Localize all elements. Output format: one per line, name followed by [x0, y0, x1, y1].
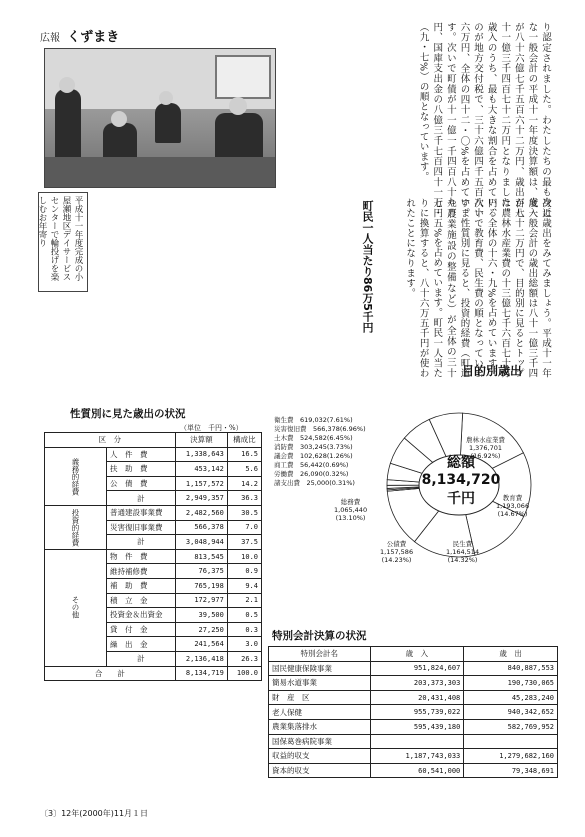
photo [44, 48, 276, 188]
table-group-cell: 義務的経費 [45, 447, 107, 505]
table-cell: 人 件 費 [107, 447, 176, 462]
table-cell: 0.9 [227, 564, 261, 579]
table-header-row [269, 647, 558, 662]
table-cell: 1,157,572 [175, 476, 227, 491]
table-cell: 582,769,952 [464, 719, 558, 734]
pie-slice-label: 民生費 1,164,514 (14.32%) [446, 540, 480, 564]
table-cell: 3.0 [227, 637, 261, 652]
tokubetsu-table [268, 646, 558, 778]
table-cell: 27,250 [175, 622, 227, 637]
table-row [269, 749, 558, 764]
table-cell: 453,142 [175, 462, 227, 477]
table-cell: 0.3 [227, 622, 261, 637]
photo-floor [45, 157, 275, 187]
pie-slice-label: 農林水産業費 1,376,701 (16.92%) [466, 436, 505, 460]
table-cell: 595,439,180 [370, 719, 464, 734]
table-row [45, 505, 262, 520]
table-cell: 公 債 費 [107, 476, 176, 491]
table-cell: 災害復旧事業費 [107, 520, 176, 535]
table-header-cell: 構成比 [227, 433, 261, 448]
pie-legend-item: 災害復旧費 566,378(6.96%) [274, 425, 366, 433]
seishitsu-table [44, 432, 262, 681]
title-mokuteki: 目的別歳出 [462, 364, 523, 378]
table-cell: 840,887,553 [464, 661, 558, 676]
table-row [45, 549, 262, 564]
table-cell: 3,048,944 [175, 535, 227, 550]
table-cell: 951,824,607 [370, 661, 464, 676]
body-text-1: り認定されました。わたしたちの最も身近な一般会計の平成十一年度決算額は、歳入が八十六億七千五百六十二万円、歳出が八十一億三千四百七十二万円となりました。歳入のうち、最も大きな割合を占めているのが地方交付税で、三十六億四千五百八十六万円、全体の四十二・〇%を占めています。次いで町債が十一億一千四百八十九万円、国庫支出金の八億三千七百四十一万円（九・七%）の順となっています。 [417, 22, 551, 218]
body-text-2: 次に歳出をみてみましょう。平成十一年度一般会計の歳出総額は八十一億三千四百七十二万円で、目的別に見るとトップは農林水産業費の十三億七千六百七十万円、全体の十六・九%を占めています。次いで教育費、民生費の順となっています。性質別に見ると、投資的経費（町道や農業施設の整備など）が全体の三十七・五%を占めています。町民一人当たりに換算すると、八十六万五千円が使われたことになります。 [404, 198, 551, 378]
table-cell: 維持補修費 [107, 564, 176, 579]
pie-legend-item: 労働費 26,090(0.32%) [274, 470, 349, 478]
table-cell: 簡易水道事業 [269, 676, 371, 691]
table-cell: 1,279,682,160 [464, 749, 558, 764]
table-cell: 39,500 [175, 608, 227, 623]
table-cell: 農業集落排水 [269, 719, 371, 734]
table-row [45, 447, 262, 462]
table-cell: 190,730,065 [464, 676, 558, 691]
table-cell [370, 734, 464, 749]
table-cell: 補 助 費 [107, 578, 176, 593]
table-cell: 1,187,743,033 [370, 749, 464, 764]
photo-person-head [59, 77, 75, 93]
photo-person-head [229, 97, 247, 115]
table-cell: 2.1 [227, 593, 261, 608]
pie-legend-item: 土木費 524,582(6.45%) [274, 434, 353, 442]
table-cell: 国民健康保険事業 [269, 661, 371, 676]
table-cell: 物 件 費 [107, 549, 176, 564]
table-cell: 36.3 [227, 491, 261, 506]
table-row [269, 719, 558, 734]
table-cell: 投資金＆出資金 [107, 608, 176, 623]
table-cell: 国保葛巻病院事業 [269, 734, 371, 749]
pie-legend-item: 諸支出費 25,000(0.31%) [274, 479, 355, 487]
pie-total [414, 452, 508, 508]
table-cell: 566,378 [175, 520, 227, 535]
table-header-cell: 歳 出 [464, 647, 558, 662]
table-cell: 資本的収支 [269, 763, 371, 778]
masthead-brand: くずまき [67, 30, 120, 45]
table-cell: 収益的収支 [269, 749, 371, 764]
table-cell: 貸 付 金 [107, 622, 176, 637]
table-group-cell: 投資的経費 [45, 505, 107, 549]
unit-note: （単位 千円・%） [180, 424, 243, 432]
table-cell: 79,348,691 [464, 763, 558, 778]
table-header-cell: 決算額 [175, 433, 227, 448]
footer: 〔3〕12年(2000年)11月１日 [40, 809, 149, 818]
pie-total-unit: 千円 [447, 491, 475, 507]
title-seishitsu: 性質別に見た歳出の状況 [70, 408, 186, 420]
table-cell: 8,134,719 [175, 666, 227, 681]
table-cell: 100.0 [227, 666, 261, 681]
pie-legend [274, 416, 366, 488]
table-header-cell: 歳 入 [370, 647, 464, 662]
pie-slice-label: 総務費 1,065,440 (13.10%) [334, 498, 368, 522]
table-row [269, 690, 558, 705]
table-header-cell: 特別会計名 [269, 647, 371, 662]
table-cell: 計 [107, 651, 176, 666]
table-cell: 10.0 [227, 549, 261, 564]
table-header-row [45, 433, 262, 448]
table-cell: 積 立 金 [107, 593, 176, 608]
table-cell: 扶 助 費 [107, 462, 176, 477]
table-cell: 合 計 [45, 666, 176, 681]
table-row [269, 705, 558, 720]
table-cell: 2,949,357 [175, 491, 227, 506]
pie-legend-item: 消防費 303,245(3.73%) [274, 443, 353, 451]
table-cell: 76,375 [175, 564, 227, 579]
table-cell: 765,198 [175, 578, 227, 593]
pie-legend-item: 商工費 56,442(0.69%) [274, 461, 349, 469]
pie-total-value: 8,134,720 [421, 472, 501, 488]
masthead [40, 26, 119, 45]
table-cell: 30.5 [227, 505, 261, 520]
table-cell: 16.5 [227, 447, 261, 462]
table-cell: 20,431,408 [370, 690, 464, 705]
table-row [269, 676, 558, 691]
table-cell: 普通建設事業費 [107, 505, 176, 520]
table-cell: 955,739,022 [370, 705, 464, 720]
masthead-label: 広報 [40, 33, 60, 44]
table-cell: 203,373,303 [370, 676, 464, 691]
table-cell: 2,136,418 [175, 651, 227, 666]
table-cell: 財 産 区 [269, 690, 371, 705]
photo-window [215, 55, 271, 99]
table-cell: 繰 出 金 [107, 637, 176, 652]
table-cell: 172,977 [175, 593, 227, 608]
table-cell [464, 734, 558, 749]
table-cell: 老人保健 [269, 705, 371, 720]
table-cell: 241,564 [175, 637, 227, 652]
pie-slice-label: 公債費 1,157,586 (14.23%) [380, 540, 414, 564]
table-total-row [45, 666, 262, 681]
table-cell: 1,338,643 [175, 447, 227, 462]
table-cell: 26.3 [227, 651, 261, 666]
pie-legend-item: 議会費 102,628(1.26%) [274, 452, 353, 460]
table-cell: 5.6 [227, 462, 261, 477]
table-cell: 60,541,000 [370, 763, 464, 778]
table-cell: 14.2 [227, 476, 261, 491]
table-cell: 45,283,240 [464, 690, 558, 705]
photo-person-head [159, 91, 173, 105]
photo-caption: 平成十一年度完成の小屋瀬地区デイサービスセンターで輪投げを楽しむお年寄り [38, 192, 88, 292]
table-row [269, 661, 558, 676]
table-cell: 813,545 [175, 549, 227, 564]
table-row [269, 734, 558, 749]
table-cell: 0.5 [227, 608, 261, 623]
table-header-cell: 区 分 [45, 433, 176, 448]
pie-legend-item: 衛生費 619,032(7.61%) [274, 416, 353, 424]
table-cell: 2,482,560 [175, 505, 227, 520]
table-cell: 7.0 [227, 520, 261, 535]
table-cell: 940,342,652 [464, 705, 558, 720]
pie-slice-label: 教育費 1,193,066 (14.67%) [496, 494, 530, 518]
photo-person-head [111, 111, 127, 127]
table-cell: 37.5 [227, 535, 261, 550]
photo-person [155, 103, 181, 143]
table-cell: 計 [107, 491, 176, 506]
table-row [269, 763, 558, 778]
title-tokubetsu: 特別会計決算の状況 [272, 630, 367, 642]
pie-total-label: 総額 [447, 455, 475, 471]
table-cell: 計 [107, 535, 176, 550]
subhead: 町民一人当たり86万5千円 [361, 200, 374, 333]
table-cell: 9.4 [227, 578, 261, 593]
table-group-cell: その他 [45, 549, 107, 666]
